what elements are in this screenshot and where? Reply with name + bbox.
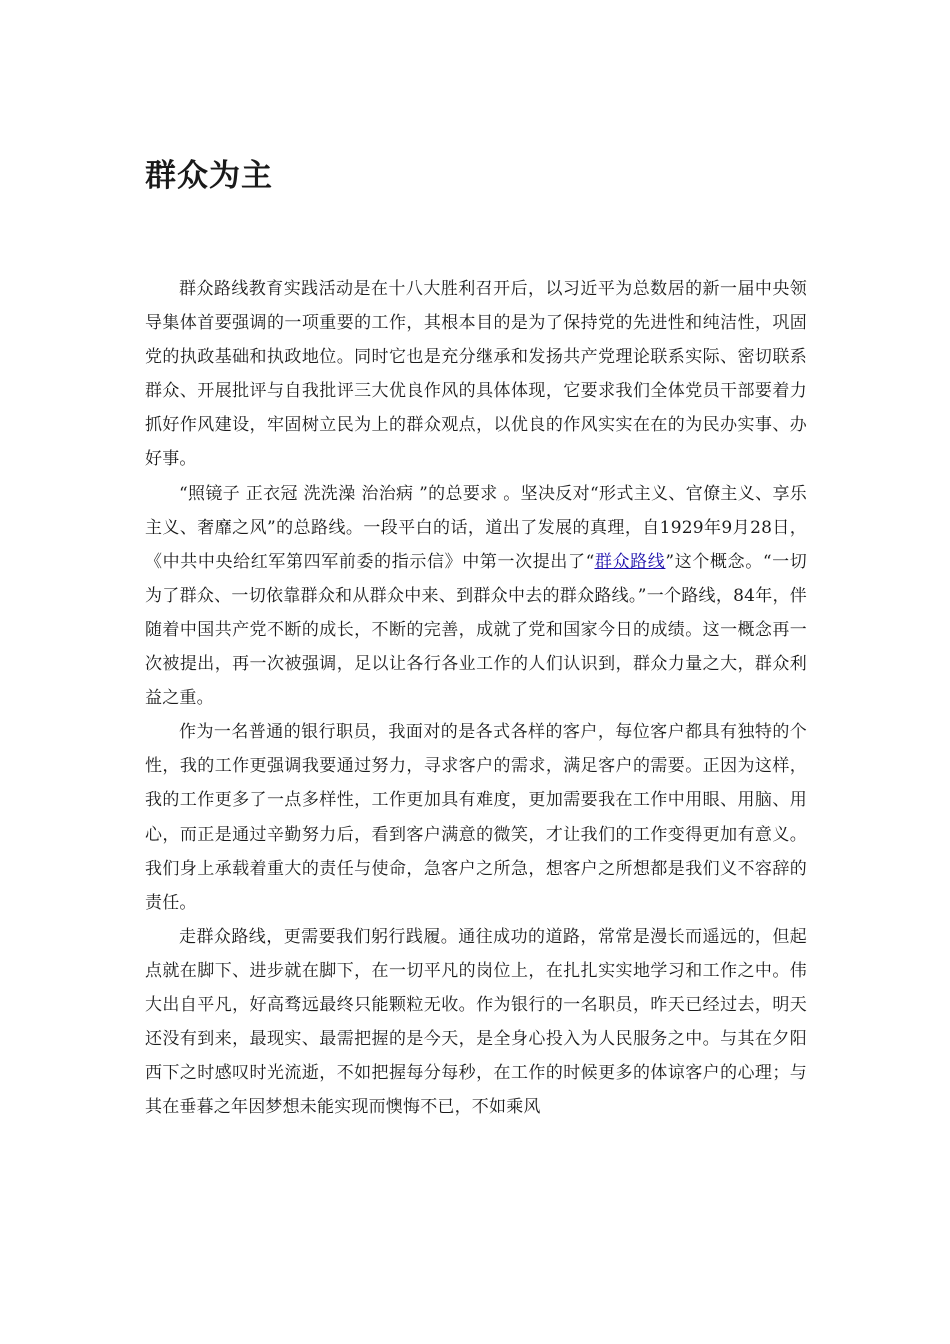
paragraph-2-text-after-link: ”这个概念。“一切为了群众、一切依靠群众和从群众中来、到群众中去的群众路线。”一个路线，84年，伴随着中国共产党不断的成长，不断的完善，成就了党和国家今日的成绩。这一概念再一次被提出，再一次被强调，足以让各行各业工作的人们认识到，群众力量之大，群众利益之重。 — [145, 551, 807, 709]
paragraph-2 — [145, 477, 807, 716]
mass-line-link[interactable]: 群众路线 — [594, 551, 666, 572]
document-body — [145, 272, 807, 1124]
paragraph-3: 作为一名普通的银行职员，我面对的是各式各样的客户，每位客户都具有独特的个性，我的工作更强调我要通过努力，寻求客户的需求，满足客户的需要。正因为这样，我的工作更多了一点多样性，工作更加具有难度，更加需要我在工作中用眼、用脑、用心，而正是通过辛勤努力后，看到客户满意的微笑，才让我们的工作变得更加有意义。我们身上承载着重大的责任与使命，急客户之所急，想客户之所想都是我们义不容辞的责任。 — [145, 722, 807, 913]
document-title: 群众为主 — [145, 158, 273, 194]
paragraph-4: 走群众路线，更需要我们躬行践履。通往成功的道路，常常是漫长而遥远的，但起点就在脚下、进步就在脚下，在一切平凡的岗位上，在扎扎实实地学习和工作之中。伟大出自平凡，好高骛远最终只能颗粒无收。作为银行的一名职员，昨天已经过去，明天还没有到来，最现实、最需把握的是今天，是全身心投入为人民服务之中。与其在夕阳西下之时感叹时光流逝，不如把握每分每秒，在工作的时候更多的体谅客户的心理；与其在垂暮之年因梦想未能实现而懊悔不已，不如乘风 — [145, 926, 807, 1118]
paragraph-1: 群众路线教育实践活动是在十八大胜利召开后，以习近平为总数居的新一届中央领导集体首要强调的一项重要的工作，其根本目的是为了保持党的先进性和纯洁性，巩固党的执政基础和执政地位。同时它也是充分继承和发扬共产党理论联系实际、密切联系群众、开展批评与自我批评三大优良作风的具体体现，它要求我们全体党员干部要着力抓好作风建设，牢固树立民为上的群众观点，以优良的作风实实在在的为民办实事、办好事。 — [145, 279, 807, 470]
paragraph-2-text-before-link: “照镜子 正衣冠 洗洗澡 治治病 ”的总要求 。坚决反对“形式主义、官僚主义、享乐主义、奢靡之风”的总路线。一段平白的话，道出了发展的真理，自1929年9月28日，《中共中央给红军第四军前委的指示信》中第一次提出了“ — [145, 483, 807, 572]
